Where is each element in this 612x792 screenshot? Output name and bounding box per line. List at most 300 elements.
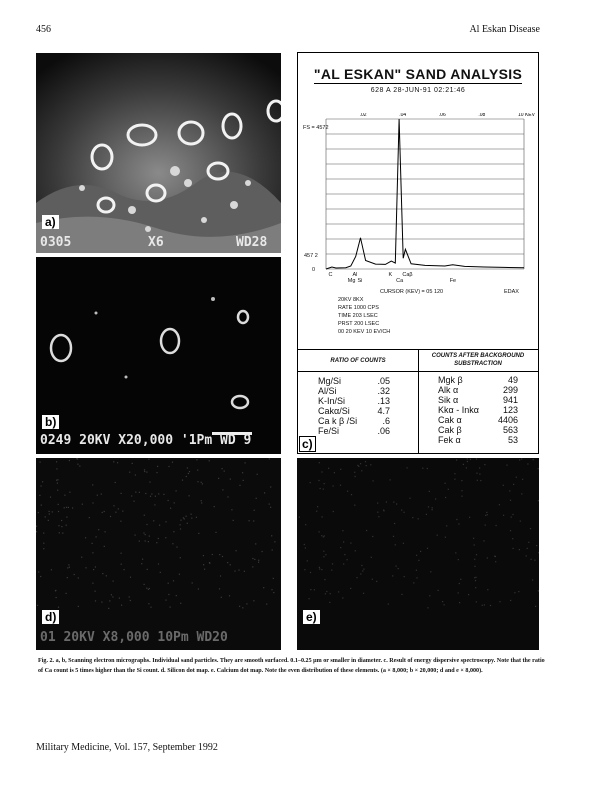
dot-map-speck (329, 602, 330, 603)
dot-map-speck (499, 601, 500, 602)
dot-map-speck (222, 489, 223, 490)
ratio-row-label: K-In/Si (318, 396, 346, 406)
dot-map-speck (165, 600, 166, 601)
dot-map-speck (85, 537, 86, 538)
counts-row-value: 299 (502, 385, 518, 395)
dot-map-speck (95, 600, 96, 601)
counts-row-label: Mgk β (438, 375, 463, 385)
dot-map-speck (322, 516, 323, 517)
dot-map-speck (474, 544, 475, 545)
ratio-row-value: .06 (377, 426, 390, 436)
dot-map-speck (93, 569, 94, 570)
dot-map-speck (476, 458, 477, 459)
dot-map-speck (332, 563, 333, 564)
dot-map-speck (203, 564, 204, 565)
dot-map-speck (323, 489, 324, 490)
dot-map-speck (262, 551, 263, 552)
dot-map-speck (102, 573, 103, 574)
dot-map-speck (215, 532, 216, 533)
ratio-row-label: Fe/Si (318, 426, 340, 436)
edx-title-underline (314, 83, 522, 84)
dot-map-speck (51, 569, 52, 570)
dot-map-speck (430, 571, 431, 572)
dot-map-speck (342, 530, 343, 531)
dot-map-speck (435, 498, 436, 499)
counts-row-label: Fek α (438, 435, 461, 445)
dot-map-speck (191, 518, 192, 519)
dot-map-speck (89, 517, 90, 518)
dot-map-speck (518, 591, 519, 592)
dot-map-speck (129, 472, 130, 473)
dot-map-speck (105, 531, 106, 532)
panel-label-a: a) (42, 215, 59, 229)
dot-map-speck (189, 495, 190, 496)
dot-map-speck (242, 472, 243, 473)
dot-map-speck (148, 603, 149, 604)
dot-map-speck (357, 465, 358, 466)
spectrum-grid (326, 119, 524, 269)
counts-table-heading-1: COUNTS AFTER BACKGROUND (431, 353, 525, 359)
dot-map-speck (78, 577, 79, 578)
dot-map-speck (427, 548, 428, 549)
settings-line: 20KV 8KX (338, 297, 364, 303)
dot-map-speck (149, 482, 150, 483)
dot-map-speck (270, 507, 271, 508)
dot-map-speck (429, 595, 430, 596)
dot-map-speck (333, 485, 334, 486)
dot-map-speck (388, 604, 389, 605)
dot-map-speck (506, 465, 507, 466)
dot-map-speck (58, 607, 59, 608)
spectrum-top-tick-label: 10 KEV (518, 113, 535, 118)
settings-line: RATE 1000 CPS (338, 305, 379, 311)
dot-map-speck (135, 492, 136, 493)
table-head-rule (298, 371, 538, 372)
dot-map-speck (187, 523, 188, 524)
dot-map-speck (165, 537, 166, 538)
dot-map-speck (41, 505, 42, 506)
dot-map-speck (255, 543, 256, 544)
dot-map-speck (98, 529, 99, 530)
spectrum-top-tick-label: .08 (478, 113, 486, 118)
dot-map-speck (56, 468, 57, 469)
counts-row-value: 49 (507, 375, 518, 385)
dot-map-speck (404, 512, 405, 513)
dot-map-speck (510, 530, 511, 531)
dot-map-speck (351, 494, 352, 495)
dot-map-speck (427, 468, 428, 469)
page-number: 456 (36, 24, 51, 35)
dot-map-speck (535, 606, 536, 607)
dot-map-speck (227, 562, 228, 563)
ratio-row-value: .6 (382, 416, 390, 426)
dot-map-speck (305, 524, 306, 525)
dot-map-speck (445, 483, 446, 484)
dot-map-speck (372, 536, 373, 537)
dot-map-image-e (297, 458, 539, 650)
ratio-row-label: Cakα/Si (318, 406, 350, 416)
calcium-dot-map-panel-e (297, 458, 539, 650)
dot-map-speck (459, 602, 460, 603)
dot-map-speck (36, 531, 37, 532)
dot-map-speck (43, 543, 44, 544)
dot-map-speck (347, 491, 348, 492)
dot-map-speck (445, 537, 446, 538)
dot-map-speck (343, 541, 344, 542)
dot-map-speck (321, 535, 322, 536)
counts-row-value: 563 (502, 425, 518, 435)
dot-map-speck (219, 588, 220, 589)
dot-map-speck (393, 536, 394, 537)
dot-map-speck (319, 462, 320, 463)
dot-map-speck (58, 504, 59, 505)
dot-map-speck (124, 569, 125, 570)
dot-map-speck (85, 567, 86, 568)
dot-map-speck (236, 550, 237, 551)
dot-map-speck (340, 485, 341, 486)
dot-map-speck (271, 535, 272, 536)
dot-map-speck (242, 607, 243, 608)
dot-map-speck (168, 594, 169, 595)
dot-map-speck (168, 466, 169, 467)
dot-map-speck (186, 476, 187, 477)
dot-map-speck (269, 458, 270, 459)
dot-map-speck (413, 582, 414, 583)
dot-map-speck (158, 563, 159, 564)
dot-map-speck (170, 607, 171, 608)
dot-map-speck (229, 595, 230, 596)
dot-map-speck (477, 480, 478, 481)
dot-map-speck (326, 591, 327, 592)
dot-map-speck (144, 471, 145, 472)
dot-map-speck (355, 476, 356, 477)
dot-map-speck (227, 496, 228, 497)
figure-caption: Fig. 2. a, b, Scanning electron micrographs. Individual sand particles. They are smooth surfaced. 0.1–0.25 μm or smaller in diameter. c. Result of energy dispersive spectroscopy. Note that the ratio of Ca count is 5 times higher than the Si count. d. Silicon dot map. e. Calcium dot map. Note the even distribution of these elements. (a × 8,000; b × 20,000; d and e × 8,000). (38, 658, 545, 674)
dot-map-speck (135, 474, 136, 475)
dot-map-speck (180, 524, 181, 525)
dot-map-speck (257, 474, 258, 475)
dot-map-speck (156, 542, 157, 543)
dot-map-speck (416, 555, 417, 556)
dot-map-speck (61, 526, 62, 527)
dot-map-speck (360, 463, 361, 464)
dot-map-speck (36, 526, 37, 527)
dot-map-speck (131, 495, 132, 496)
dot-map-speck (319, 567, 320, 568)
edx-subtitle: 628 A 28-JUN-91 02:21:46 (370, 87, 466, 94)
dot-map-speck (401, 510, 402, 511)
dot-map-speck (422, 468, 423, 469)
dot-map-speck (469, 517, 470, 518)
dot-map-speck (38, 571, 39, 572)
ratio-row-label: Mg/Si (318, 376, 342, 386)
dot-map-speck (149, 588, 150, 589)
dot-map-speck (61, 520, 62, 521)
dot-map-speck (401, 594, 402, 595)
dot-map-speck (41, 485, 42, 486)
dot-map-speck (458, 592, 459, 593)
dot-map-speck (432, 507, 433, 508)
counts-row-value: 4406 (497, 415, 518, 425)
dot-map-speck (426, 514, 427, 515)
dot-map-speck (249, 520, 250, 521)
dot-map-speck (484, 464, 485, 465)
panel-a-info-left: 0305 (40, 235, 72, 250)
dot-map-speck (197, 481, 198, 482)
dot-map-speck (230, 564, 231, 565)
dot-map-speck (383, 510, 384, 511)
element-label: Si (357, 278, 363, 284)
dot-map-speck (192, 582, 193, 583)
dot-map-speck (510, 500, 511, 501)
dot-map-speck (487, 589, 488, 590)
dot-map-speck (486, 512, 487, 513)
dot-map-speck (212, 554, 213, 555)
dot-map-speck (404, 576, 405, 577)
dot-map-speck (120, 521, 121, 522)
dot-map-speck (274, 541, 275, 542)
dot-map-speck (499, 504, 500, 505)
dot-map-speck (69, 567, 70, 568)
counts-row-value: 941 (502, 395, 518, 405)
dot-map-speck (66, 593, 67, 594)
ratio-row-value: .13 (377, 396, 390, 406)
dot-map-speck (467, 461, 468, 462)
dot-map-speck (521, 458, 522, 459)
counts-row-value: 53 (507, 435, 518, 445)
dot-map-speck (354, 505, 355, 506)
dot-map-speck (513, 484, 514, 485)
silicon-dot-map-panel-d (36, 458, 281, 650)
dot-map-speck (72, 507, 73, 508)
dot-map-speck (446, 525, 447, 526)
dot-map-speck (418, 518, 419, 519)
fs-label: FS = 4572 (303, 125, 329, 131)
dot-map-speck (156, 472, 157, 473)
dot-map-speck (38, 512, 39, 513)
dot-map-speck (503, 515, 504, 516)
dot-map-speck (475, 580, 476, 581)
dot-map-speck (220, 575, 221, 576)
dot-map-speck (121, 564, 122, 565)
dot-map-speck (222, 468, 223, 469)
dot-map-speck (354, 472, 355, 473)
dot-map-speck (495, 556, 496, 557)
dot-map-speck (149, 536, 150, 537)
dot-map-speck (340, 547, 341, 548)
dot-map-speck (350, 543, 351, 544)
dot-map-speck (168, 500, 169, 501)
dot-map-speck (79, 466, 80, 467)
dot-map-speck (67, 567, 68, 568)
dot-map-speck (461, 490, 462, 491)
dot-map-speck (366, 530, 367, 531)
dot-map-speck (55, 590, 56, 591)
dot-map-speck (180, 528, 181, 529)
dot-map-speck (111, 594, 112, 595)
dot-map-speck (155, 496, 156, 497)
dot-map-speck (222, 556, 223, 557)
dot-map-speck (377, 503, 378, 504)
dot-map-speck (479, 474, 480, 475)
dot-map-speck (355, 550, 356, 551)
ratio-row-label: Ca k β /Si (318, 416, 358, 426)
dot-map-speck (39, 495, 40, 496)
dot-map-speck (310, 589, 311, 590)
dot-map-speck (231, 509, 232, 510)
dot-map-speck (394, 523, 395, 524)
dot-map-speck (201, 502, 202, 503)
dot-map-speck (45, 516, 46, 517)
dot-map-speck (74, 574, 75, 575)
dot-map-speck (516, 477, 517, 478)
dot-map-speck (490, 605, 491, 606)
dot-map-speck (142, 559, 143, 560)
dot-map-speck (484, 604, 485, 605)
dot-map-speck (182, 480, 183, 481)
dot-map-speck (135, 535, 136, 536)
dot-map-speck (258, 562, 259, 563)
dot-map-speck (92, 484, 93, 485)
dot-map-speck (77, 464, 78, 465)
dot-map-speck (174, 502, 175, 503)
element-label: Fe (449, 278, 457, 284)
dot-map-speck (437, 535, 438, 536)
dot-map-speck (409, 498, 410, 499)
dot-map-speck (396, 566, 397, 567)
dot-map-speck (468, 594, 469, 595)
dot-map-speck (68, 507, 69, 508)
dot-map-speck (534, 560, 535, 561)
element-label: C (328, 272, 333, 278)
element-label: K (388, 272, 393, 278)
dot-map-speck (527, 463, 528, 464)
dot-map-speck (141, 563, 142, 564)
dot-map-speck (266, 604, 267, 605)
dot-map-speck (180, 520, 181, 521)
dot-map-speck (467, 458, 468, 459)
dot-map-speck (427, 607, 428, 608)
sem-image-b (36, 257, 281, 454)
dot-map-speck (455, 552, 456, 553)
dot-map-speck (189, 471, 190, 472)
dot-map-speck (532, 579, 533, 580)
dot-map-speck (263, 587, 264, 588)
dot-map-speck (66, 525, 67, 526)
dot-map-speck (347, 559, 348, 560)
dot-map-speck (121, 493, 122, 494)
dot-map-speck (81, 557, 82, 558)
dot-map-speck (323, 551, 324, 552)
dot-map-speck (203, 555, 204, 556)
dot-map-speck (538, 552, 539, 553)
dot-map-speck (510, 600, 511, 601)
dot-map-speck (198, 533, 199, 534)
dot-map-speck (173, 580, 174, 581)
dot-map-speck (299, 517, 300, 518)
dot-map-speck (176, 595, 177, 596)
dot-map-speck (160, 572, 161, 573)
dot-map-speck (43, 548, 44, 549)
dot-map-speck (67, 577, 68, 578)
dot-map-speck (420, 551, 421, 552)
dot-map-speck (144, 584, 145, 585)
dot-map-speck (96, 536, 97, 537)
dot-map-speck (49, 511, 50, 512)
dot-map-speck (310, 482, 311, 483)
dot-map-speck (92, 583, 93, 584)
dot-map-speck (59, 532, 60, 533)
dot-map-speck (224, 471, 225, 472)
dot-map-speck (429, 491, 430, 492)
dot-map-speck (273, 592, 274, 593)
micrograph-panel-a (36, 53, 281, 253)
dot-map-speck (180, 557, 181, 558)
dot-map-speck (92, 543, 93, 544)
dot-map-speck (366, 465, 367, 466)
dot-map-speck (325, 593, 326, 594)
dot-map-speck (243, 480, 244, 481)
dot-map-speck (333, 511, 334, 512)
panel-label-e: e) (303, 610, 320, 624)
dot-map-speck (69, 492, 70, 493)
dot-map-speck (356, 577, 357, 578)
dot-map-speck (102, 512, 103, 513)
dot-map-speck (319, 568, 320, 569)
dot-map-speck (158, 538, 159, 539)
dot-map-speck (172, 462, 173, 463)
dot-map-speck (365, 461, 366, 462)
dot-map-speck (106, 575, 107, 576)
dot-map-speck (360, 573, 361, 574)
dot-map-speck (343, 563, 344, 564)
dot-map-speck (118, 508, 119, 509)
dot-map-speck (122, 511, 123, 512)
dot-map-speck (344, 554, 345, 555)
counts-table-heading-2: SUBSTRACTION (454, 361, 502, 367)
dot-map-speck (485, 515, 486, 516)
dot-map-speck (176, 547, 177, 548)
counts-row-label: Cak β (438, 425, 462, 435)
dot-map-speck (483, 540, 484, 541)
dot-map-speck (528, 542, 529, 543)
dot-map-speck (373, 480, 374, 481)
dot-map-speck (209, 562, 210, 563)
dot-map-speck (264, 492, 265, 493)
dot-map-speck (476, 473, 477, 474)
dot-map-speck (176, 490, 177, 491)
dot-map-speck (463, 464, 464, 465)
dot-map-speck (476, 601, 477, 602)
dot-map-speck (163, 494, 164, 495)
dot-map-speck (68, 564, 69, 565)
dot-map-speck (407, 467, 408, 468)
dot-map-speck (527, 548, 528, 549)
dot-map-speck (482, 605, 483, 606)
edx-title: "AL ESKAN" SAND ANALYSIS (313, 66, 523, 82)
dot-map-speck (271, 589, 272, 590)
dot-map-speck (186, 516, 187, 517)
panel-label-c: c) (299, 436, 316, 452)
dot-map-speck (66, 507, 67, 508)
dot-map-speck (57, 490, 58, 491)
dot-map-speck (324, 535, 325, 536)
dot-map-speck (361, 470, 362, 471)
dot-map-speck (233, 520, 234, 521)
dot-map-speck (474, 577, 475, 578)
dot-map-speck (183, 517, 184, 518)
dot-map-speck (432, 509, 433, 510)
